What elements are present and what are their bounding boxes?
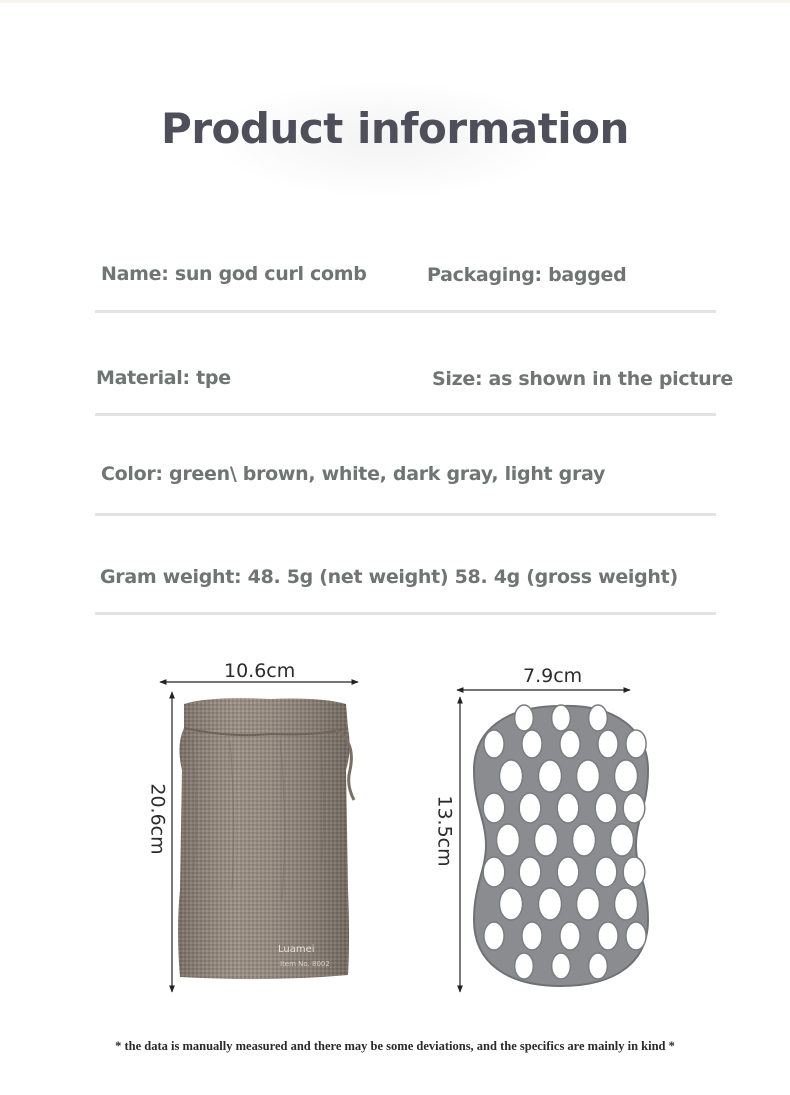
comb-hole (499, 760, 522, 792)
comb-hole (623, 793, 645, 823)
spec-color: Color: green\ brown, white, dark gray, light gray (101, 463, 606, 485)
curl-comb-image (466, 700, 656, 990)
comb-hole (538, 888, 561, 920)
spec-weight: Gram weight: 48. 5g (net weight) 58. 4g (gross weight) (100, 566, 678, 588)
comb-hole (538, 760, 561, 792)
comb-hole (589, 705, 608, 731)
comb-hole (552, 953, 571, 979)
comb-hole (560, 922, 580, 950)
comb-hole (576, 888, 599, 920)
comb-hole (560, 730, 580, 758)
comb-width-label: 7.9cm (523, 665, 583, 687)
comb-hole (589, 953, 608, 979)
measurement-footnote: * the data is manually measured and there may be some deviations, and the specifics are mainly in kind * (115, 1039, 675, 1053)
comb-hole (598, 922, 618, 950)
comb-hole (499, 888, 522, 920)
comb-hole (557, 793, 579, 823)
comb-hole (598, 730, 618, 758)
bag-width-label: 10.6cm (224, 660, 296, 682)
spec-packaging: Packaging: bagged (427, 264, 627, 286)
comb-hole (522, 730, 542, 758)
comb-hole (610, 824, 633, 856)
bag-brand-text: Luamei (278, 944, 315, 955)
comb-hole (626, 730, 646, 758)
comb-hole (557, 857, 579, 887)
comb-hole (522, 922, 542, 950)
comb-hole (595, 793, 617, 823)
comb-hole (515, 953, 534, 979)
comb-hole (519, 857, 541, 887)
comb-height-label: 13.5cm (433, 795, 456, 867)
comb-hole (483, 793, 505, 823)
bag-height-label: 20.6cm (146, 783, 169, 855)
comb-hole (496, 824, 519, 856)
spec-material: Material: tpe (96, 367, 231, 389)
comb-hole (534, 824, 557, 856)
bag-item-text: Item No. 8002 (280, 960, 330, 968)
comb-hole (483, 857, 505, 887)
comb-hole (484, 922, 504, 950)
burlap-bag-image (170, 690, 365, 990)
comb-hole (515, 705, 534, 731)
spec-name: Name: sun god curl comb (101, 263, 367, 285)
comb-hole (484, 730, 504, 758)
comb-hole (519, 793, 541, 823)
comb-hole (572, 824, 595, 856)
comb-hole (614, 888, 637, 920)
comb-hole (552, 705, 571, 731)
comb-hole (623, 857, 645, 887)
comb-hole (626, 922, 646, 950)
comb-hole (595, 857, 617, 887)
spec-size: Size: as shown in the picture (432, 368, 733, 390)
comb-hole (576, 760, 599, 792)
page-title: Product information (161, 104, 629, 153)
comb-hole (614, 760, 637, 792)
